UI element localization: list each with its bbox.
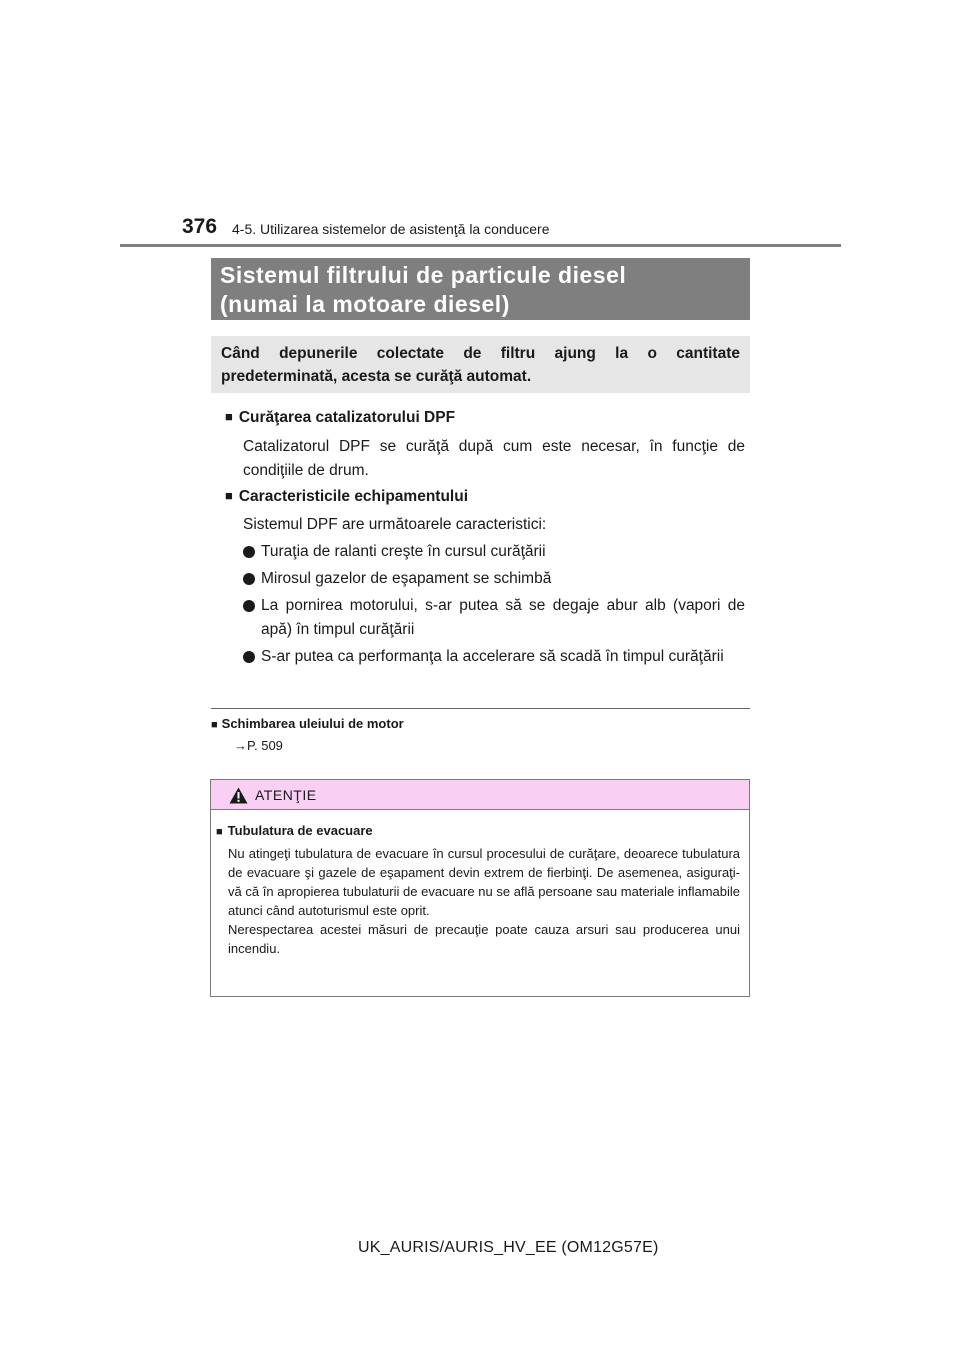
warning-subheading bbox=[216, 823, 373, 838]
bullet-dot-icon bbox=[243, 546, 255, 558]
page-reference-link[interactable]: →P. 509 bbox=[234, 738, 283, 753]
header-rule bbox=[120, 244, 841, 247]
bullet-dot-icon bbox=[243, 600, 255, 612]
warning-subheading-text: Tubulatura de evacuare bbox=[227, 823, 373, 838]
list-item-text: Turaţia de ralanti creşte în cursul curăţării bbox=[261, 543, 546, 560]
warning-triangle-icon bbox=[229, 787, 248, 804]
square-bullet-icon: ■ bbox=[225, 409, 233, 424]
square-bullet-icon: ■ bbox=[211, 719, 218, 731]
section-text-dpf-cleaning: Catalizatorul DPF se curăţă după cum este necesar, în funcţie de condiţiile de drum. bbox=[243, 438, 745, 479]
note-heading bbox=[211, 716, 404, 731]
list-item bbox=[261, 645, 745, 669]
list-item-text: La pornirea motorului, s-ar putea să se degaje abur alb (vapori de apă) în timpul curăţării bbox=[261, 597, 745, 638]
warning-paragraph: Nu atingeţi tubulatura de evacuare în cursul procesului de curăţare, deoarece tubulatura de evacuare şi gazele de eşapament devin extrem de fierbinţi. De asemenea, asiguraţi-vă că în apropierea tubulaturii de evacuare nu se află persoane sau materiale inflamabile atunci când autoturismul este oprit. bbox=[228, 846, 740, 918]
footer-document-code: UK_AURIS/AURIS_HV_EE (OM12G57E) bbox=[358, 1239, 659, 1256]
title-line-1: Sistemul filtrului de particule diesel bbox=[220, 262, 627, 288]
section-text-equipment: Sistemul DPF are următoarele caracteristici: bbox=[243, 516, 547, 533]
bullet-dot-icon bbox=[243, 573, 255, 585]
list-item bbox=[261, 594, 745, 642]
divider bbox=[211, 708, 750, 709]
square-bullet-icon: ■ bbox=[216, 826, 223, 838]
title-line-2: (numai la motoare diesel) bbox=[220, 291, 510, 317]
warning-header bbox=[211, 780, 749, 810]
list-item bbox=[261, 540, 745, 564]
list-item-text: Mirosul gazelor de eşapament se schimbă bbox=[261, 570, 552, 587]
warning-body bbox=[228, 844, 740, 958]
note-heading-text: Schimbarea uleiului de motor bbox=[221, 716, 404, 731]
page-number: 376 bbox=[182, 215, 218, 238]
bullet-dot-icon bbox=[243, 651, 255, 663]
section-heading-text: Curăţarea catalizatorului DPF bbox=[238, 409, 456, 426]
section-heading-dpf-cleaning bbox=[225, 409, 455, 427]
square-bullet-icon: ■ bbox=[225, 488, 233, 503]
warning-paragraph: Nerespectarea acestei măsuri de precauţie poate cauza arsuri sau producerea unui incendiu. bbox=[228, 922, 740, 956]
intro-box: Când depunerile colectate de filtru ajung la o cantitate predeterminată, acesta se curăţă automat. bbox=[211, 336, 750, 393]
warning-box bbox=[210, 779, 750, 997]
warning-title: ATENŢIE bbox=[255, 787, 317, 803]
section-label: 4-5. Utilizarea sistemelor de asistenţă la conducere bbox=[232, 221, 550, 237]
section-heading-text: Caracteristicile echipamentului bbox=[238, 488, 468, 505]
list-item bbox=[261, 567, 745, 591]
list-item-text: S-ar putea ca performanţa la accelerare să scadă în timpul curăţării bbox=[261, 648, 724, 665]
page-title bbox=[211, 258, 750, 320]
section-heading-equipment bbox=[225, 488, 468, 506]
